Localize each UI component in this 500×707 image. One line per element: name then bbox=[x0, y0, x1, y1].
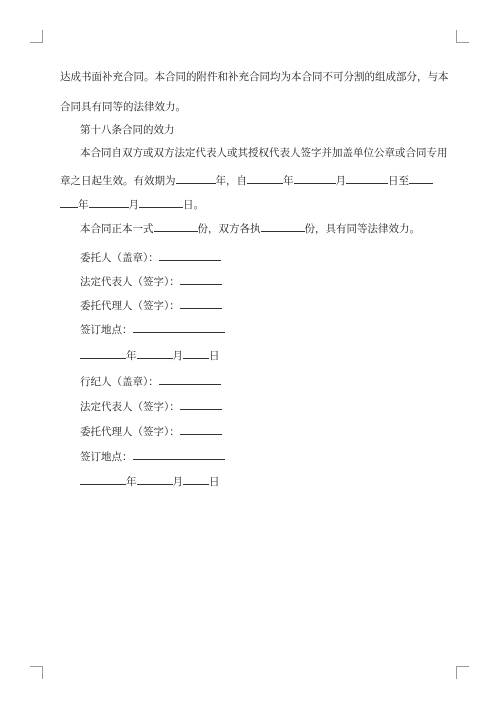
until-label: 日至 bbox=[388, 175, 409, 187]
paragraph-line: 本合同自双方或双方法定代表人或其授权代表人签字并加盖单位公章或合同专用 bbox=[80, 147, 448, 159]
month-label: 月 bbox=[335, 175, 346, 187]
broker-legal-rep-line bbox=[80, 399, 462, 414]
place-blank bbox=[133, 449, 225, 460]
copies-label: 本合同正本一式 bbox=[80, 223, 154, 235]
month-label: 月 bbox=[172, 350, 183, 362]
month-label: 月 bbox=[128, 199, 139, 211]
end-day-blank bbox=[139, 197, 183, 208]
agent-label: 委托代理人（签字）： bbox=[80, 300, 180, 312]
agent-blank bbox=[180, 424, 222, 435]
client-place-line bbox=[80, 322, 462, 337]
crop-mark-top-left bbox=[30, 30, 43, 43]
broker-seal-line bbox=[80, 374, 462, 389]
from-label: 年，自 bbox=[215, 175, 247, 187]
each-holds-label: 份，双方各执 bbox=[197, 223, 261, 235]
client-blank bbox=[159, 250, 221, 261]
end-month-blank bbox=[89, 197, 129, 208]
month-label: 月 bbox=[172, 476, 183, 488]
validity-line bbox=[60, 173, 442, 188]
copies-blank bbox=[154, 221, 198, 232]
crop-mark-bottom-left bbox=[30, 666, 43, 679]
date-month-blank bbox=[137, 474, 173, 485]
end-year-blank-b bbox=[60, 197, 78, 208]
start-day-blank bbox=[346, 173, 388, 184]
broker-blank bbox=[159, 374, 221, 385]
date-year-blank bbox=[80, 348, 126, 359]
year-label: 年 bbox=[283, 175, 294, 187]
years-blank bbox=[176, 173, 216, 184]
date-day-blank bbox=[183, 474, 209, 485]
validity-label: 章之日起生效。有效期为 bbox=[60, 175, 176, 187]
agent-blank bbox=[180, 298, 222, 309]
legal-rep-label: 法定代表人（签字）： bbox=[80, 401, 180, 413]
crop-mark-top-right bbox=[456, 30, 469, 43]
crop-mark-bottom-right bbox=[456, 666, 469, 679]
start-month-blank bbox=[294, 173, 336, 184]
date-day-blank bbox=[183, 348, 209, 359]
broker-place-line bbox=[80, 449, 462, 464]
day-label: 日 bbox=[209, 350, 220, 362]
broker-agent-line bbox=[80, 424, 462, 439]
legal-rep-label: 法定代表人（签字）： bbox=[80, 276, 180, 288]
copies-effect-label: 份，具有同等法律效力。 bbox=[304, 223, 420, 235]
paragraph-line: 达成书面补充合同。本合同的附件和补充合同均为本合同不可分割的组成部分，与本 bbox=[60, 71, 449, 83]
agent-label: 委托代理人（签字）： bbox=[80, 426, 180, 438]
copies-line bbox=[80, 221, 462, 236]
client-agent-line bbox=[80, 298, 462, 313]
legal-rep-blank bbox=[180, 399, 222, 410]
validity-end-line bbox=[60, 197, 442, 212]
year-label: 年 bbox=[126, 476, 137, 488]
date-month-blank bbox=[137, 348, 173, 359]
year-label: 年 bbox=[126, 350, 137, 362]
client-label: 委托人（盖章）： bbox=[80, 252, 159, 264]
client-legal-rep-line bbox=[80, 274, 462, 289]
place-label: 签订地点： bbox=[80, 324, 133, 336]
broker-label: 行纪人（盖章）： bbox=[80, 376, 159, 388]
legal-rep-blank bbox=[180, 274, 222, 285]
client-seal-line bbox=[80, 250, 462, 265]
year-label: 年 bbox=[78, 199, 89, 211]
broker-date-line bbox=[80, 474, 462, 489]
client-date-line bbox=[80, 348, 462, 363]
place-label: 签订地点： bbox=[80, 451, 133, 463]
day-label: 日。 bbox=[183, 199, 204, 211]
each-copies-blank bbox=[261, 221, 305, 232]
place-blank bbox=[133, 322, 225, 333]
start-year-blank bbox=[247, 173, 283, 184]
end-year-blank-a bbox=[409, 173, 433, 184]
date-year-blank bbox=[80, 474, 126, 485]
paragraph-line: 合同具有同等的法律效力。 bbox=[60, 101, 186, 113]
section-heading: 第十八条合同的效力 bbox=[80, 124, 175, 136]
day-label: 日 bbox=[209, 476, 220, 488]
